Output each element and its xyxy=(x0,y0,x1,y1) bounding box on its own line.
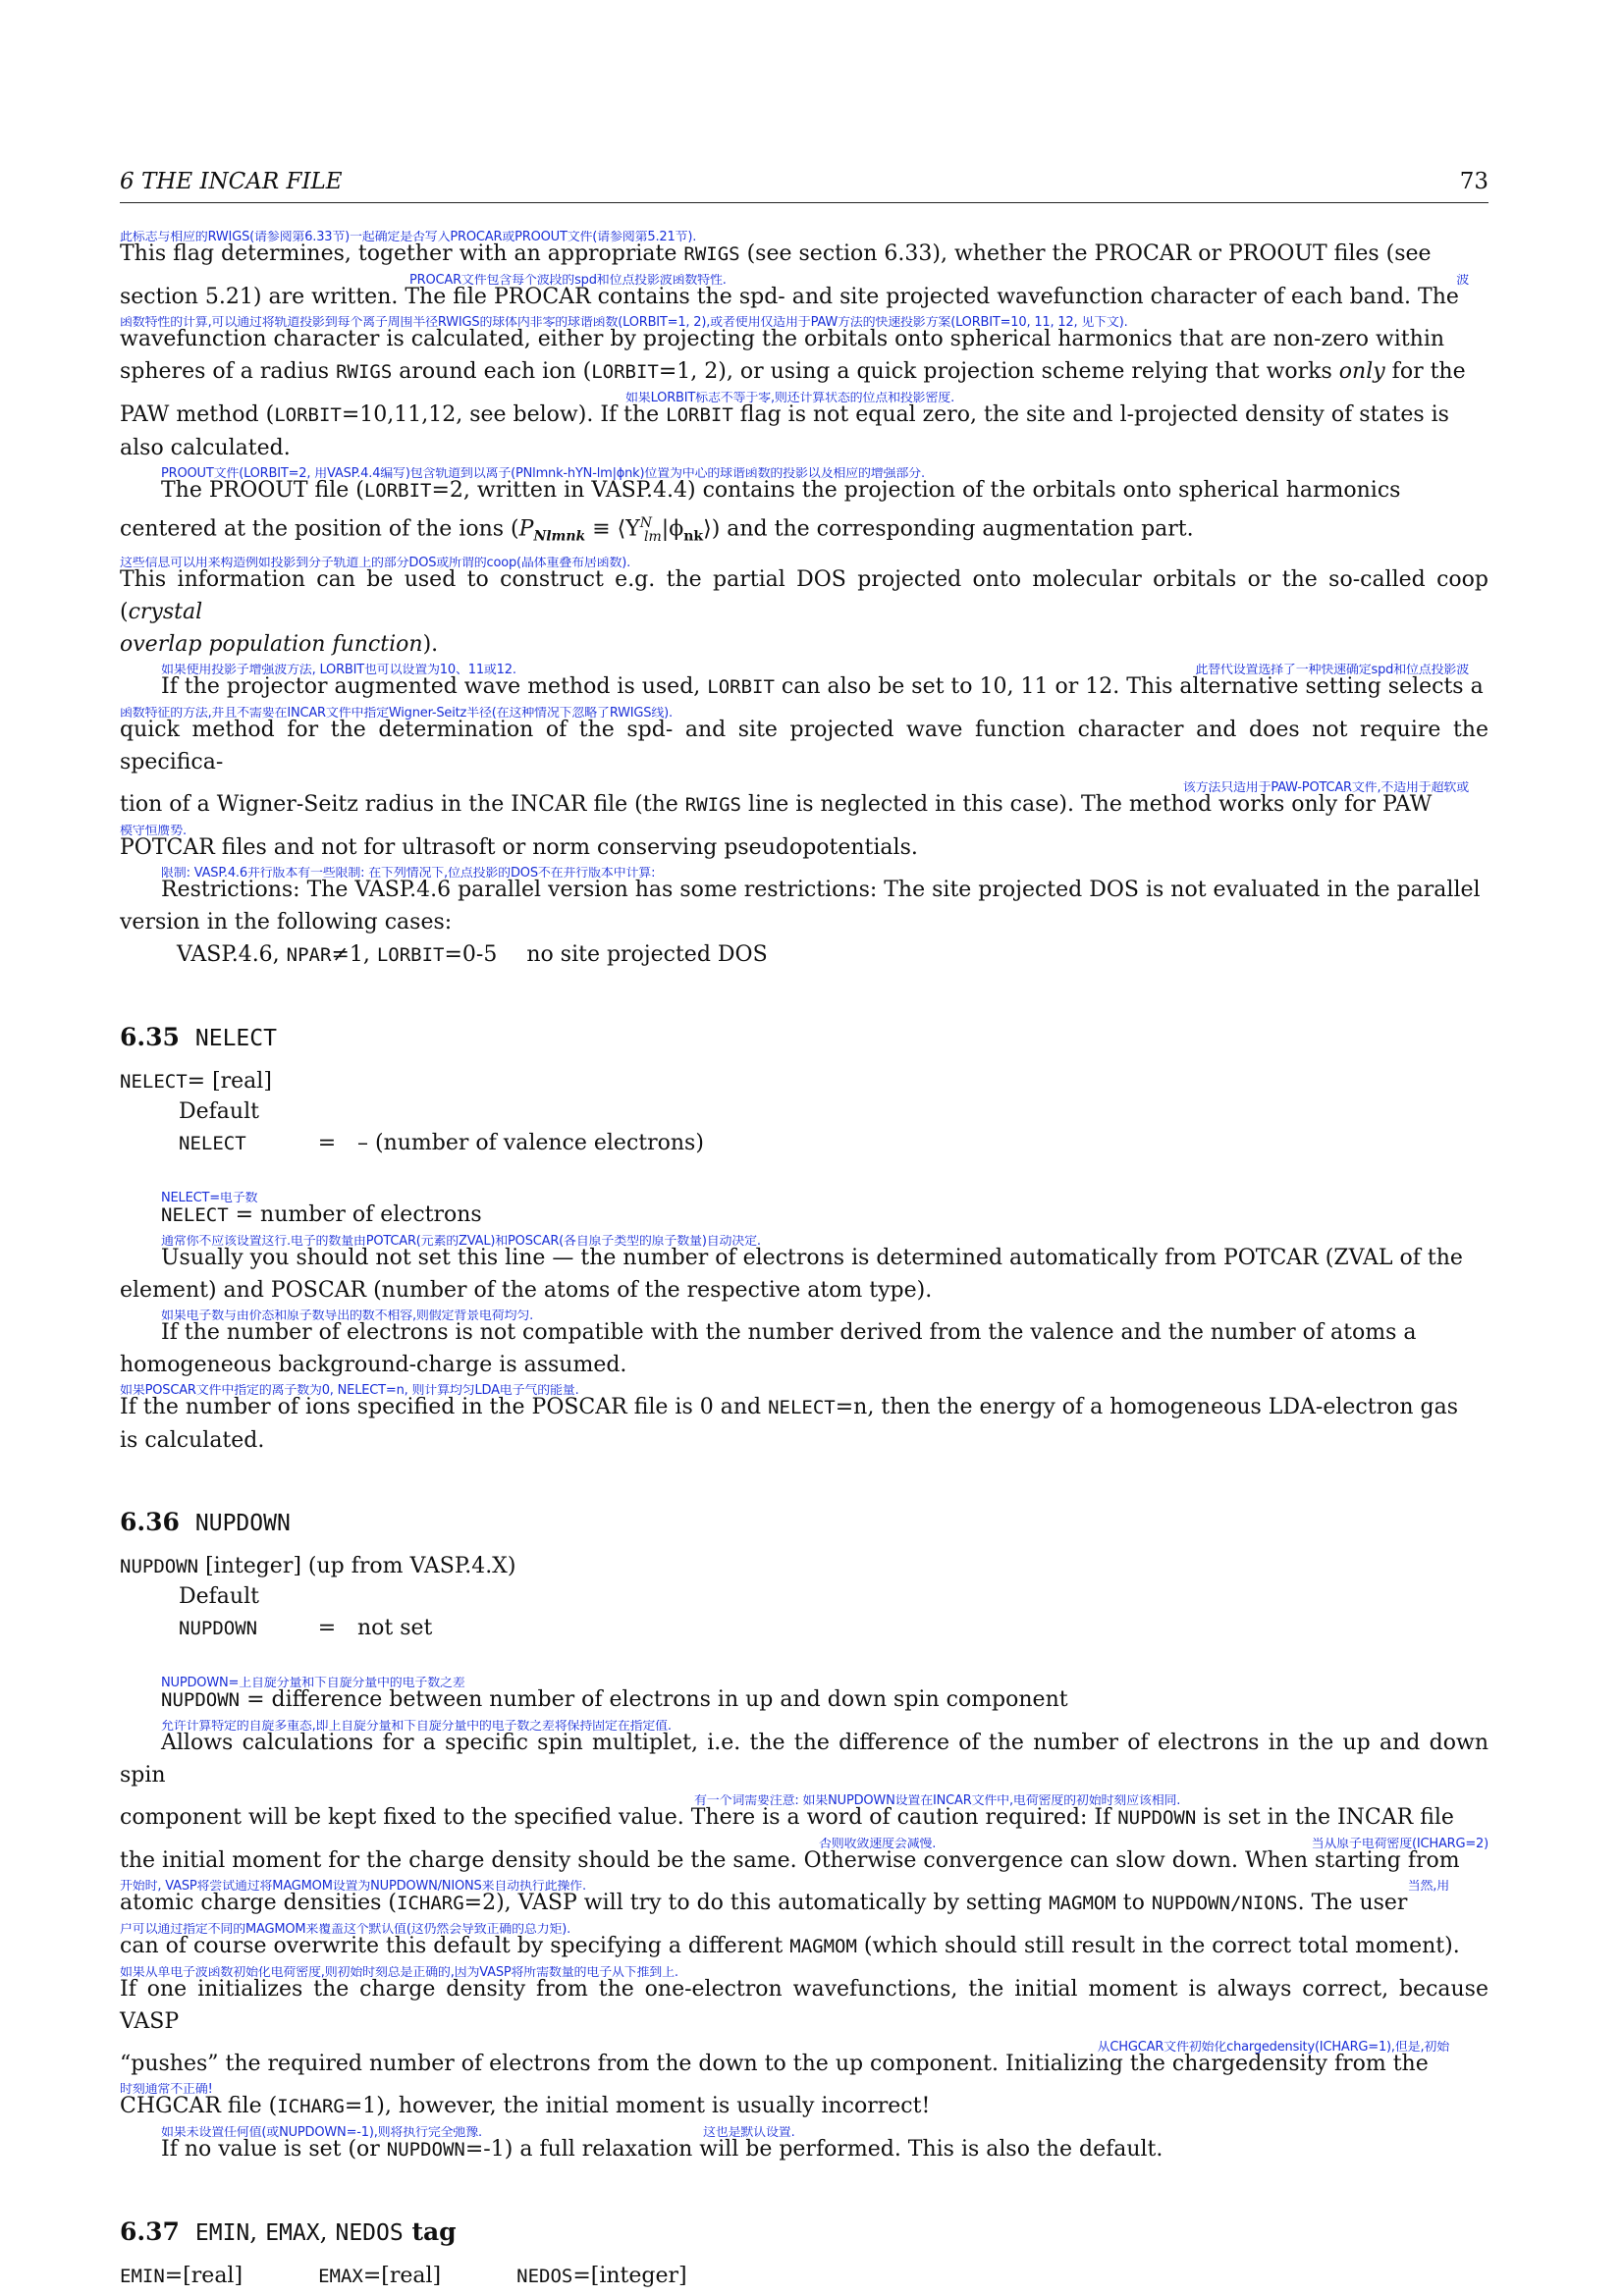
translation-annotation: 函数特征的方法,并且不需要在INCAR文件中指定Wigner-Seitz半径(在这种情况下忽略了RWIGS线). xyxy=(120,706,673,720)
translation-annotation: 如果未设置任何值(或NUPDOWN=-1),则将执行完全弛豫. 这也是默认设置. xyxy=(161,2125,795,2139)
page-header xyxy=(120,167,1488,203)
paragraph-coop: 这些信息可以用来构造例如投影到分子轨道上的部分DOS或所谓的coop(晶体重叠布居函数). This information can be used to construct e.g. the partial DOS projected onto molecular orbitals or the so-called coop (crystal overlap population function). xyxy=(120,556,1488,657)
translation-annotation: 限制: VASP.4.6并行版本有一些限制: 在下列情况下,位点投影的DOS不在并行版本中计算: xyxy=(161,866,656,880)
paragraph-restrictions: 限制: VASP.4.6并行版本有一些限制: 在下列情况下,位点投影的DOS不在并行版本中计算: Restrictions: The VASP.4.6 parallel version has some restrictions: The site projected DOS is not evaluated in the parallel version in the following cases: VASP.4.6, NPAR≠1, LORBIT=0-5 no site projected DOS xyxy=(120,867,1488,972)
translation-annotation: PROCAR文件包含每个波段的spd和位点投影波函数特性. 波 xyxy=(409,274,1469,287)
nupdown-description: NUPDOWN=上自旋分量和下自旋分量中的电子数之差 NUPDOWN = difference between number of electrons in up and down spin component 允许计算特定的自旋多重态,即上自旋分量和下自旋分量中的电子数之差将保持固定在指定值. Allows calculations for a specific spin multiplet, i.e. the the difference of the number of electrons in the up and down spin 有一个词需要注意: 如果NUPDOWN设置在INCAR文件中,电荷密度的初始时刻应该相同. component will be kept fixed to the specified value. There is a word of caution required: If NUPDOWN is set in the INCAR file 否则收敛速度会减慢. 当从原子电荷密度(ICHARG=2) the initial moment for the charge density should be the same. Otherwise convergence can slow down. When starting from 开始时, VASP将尝试通过将MAGMOM设置为NUPDOWN/NIONS来自动执行此操作. 当然,用 atomic charge densities (ICHARG=2), VASP will try to do this automatically by setting MAGMOM to NUPDOWN/NIONS. The user 户可以通过指定不同的MAGMOM来覆盖这个默认值(这仍然会导致正确的总力矩). can of course overwrite this default by specifying a different MAGMOM (which should still result in the correct total moment). 如果从单电子波函数初始化电荷密度,则初始时刻总是正确的,因为VASP将所需数量的电子从下推到上. If one initializes the charge density from the one-electron wavefunctions, the initial moment is always correct, because VASP 从CHGCAR文件初始化chargedensity(ICHARG=1),但是,初始 “pushes” the required number of electrons from the down to the up component. Initializing the chargedensity from the 时刻通常不正确! CHGCAR file (ICHARG=1), however, the initial moment is usually incorrect! 如果未设置任何值(或NUPDOWN=-1),则将执行完全弛豫. 这也是默认设置. If no value is set (or NUPDOWN=-1) a full relaxation will be performed. This is also the default. xyxy=(120,1676,1488,2162)
translation-annotation: 这些信息可以用来构造例如投影到分子轨道上的部分DOS或所谓的coop(晶体重叠布居函数). xyxy=(120,556,631,569)
page-number: 73 xyxy=(1459,169,1488,194)
emin-emax-nedos-syntax: EMIN=[real] EMAX=[real] NEDOS=[integer] xyxy=(120,2263,687,2288)
paragraph-lorbit-intro: 此标志与相应的RWIGS(请参阅第6.33节)一起确定是否写入PROCAR或PROOUT文件(请参阅第5.21节). This flag determines, together with an appropriate RWIGS (see section 6.33), whether the PROCAR or PROOUT files (see PROCAR文件包含每个波段的spd和位点投影波函数特性. 波 section 5.21) are written. The file PROCAR contains the spd- and site projected wavefunction character of each band. The 函数特性的计算,可以通过将轨道投影到每个离子周围半径RWIGS的球体内非零的球谐函数(LORBIT=1, 2),或者使用仅适用于PAW方法的快速投影方案(LORBIT=10, 11, 12, 见下文). wavefunction character is calculated, either by projecting the orbitals onto spherical harmonics that are non-zero within spheres of a radius RWIGS around each ion (LORBIT=1, 2), or using a quick projection scheme relying that works only for the 如果LORBIT标志不等于零,则还计算状态的位点和投影密度. PAW method (LORBIT=10,11,12, see below). If the LORBIT flag is not equal zero, the site and l-projected density of states is also calculated. xyxy=(120,231,1488,464)
nelect-syntax: NELECT= [real] xyxy=(120,1068,272,1094)
translation-annotation: 如果POSCAR文件中指定的离子数为0, NELECT=n, 则计算均匀LDA电子气的能量. xyxy=(120,1383,579,1397)
running-header-section: 6 THE INCAR FILE xyxy=(120,169,343,194)
translation-annotation: NUPDOWN=上自旋分量和下自旋分量中的电子数之差 xyxy=(161,1676,465,1689)
translation-annotation: PROOUT文件(LORBIT=2, 用VASP.4.4编写)包含轨道到以离子(PNlmnk-hYN-lm|ϕnk)位置为中心的球谐函数的投影以及相应的增强部分. xyxy=(161,467,925,480)
translation-annotation: 如果从单电子波函数初始化电荷密度,则初始时刻总是正确的,因为VASP将所需数量的电子从下推到上. xyxy=(120,1965,678,1979)
translation-annotation: 此标志与相应的RWIGS(请参阅第6.33节)一起确定是否写入PROCAR或PROOUT文件(请参阅第5.21节). xyxy=(120,231,697,243)
nupdown-syntax: NUPDOWN [integer] (up from VASP.4.X) xyxy=(120,1553,516,1578)
translation-annotation: 如果电子数与由价态和原子数导出的数不相容,则假定背景电荷均匀. xyxy=(161,1308,534,1322)
translation-annotation: 否则收敛速度会减慢. 当从原子电荷密度(ICHARG=2) xyxy=(819,1837,1488,1850)
translation-annotation: 模守恒赝势. xyxy=(120,824,187,837)
translation-annotation: 允许计算特定的自旋多重态,即上自旋分量和下自旋分量中的电子数之差将保持固定在指定值. xyxy=(161,1719,672,1733)
nelect-default: NELECT = – (number of valence electrons) xyxy=(179,1130,704,1155)
nelect-description: NELECT=电子数 NELECT = number of electrons 通常你不应该设置这行.电子的数量由POTCAR(元素的ZVAL)和POSCAR(各自原子类型的原子数量)自动决定. Usually you should not set this line — the number of electrons is determined automatically from POTCAR (ZVAL of the element) and POSCAR (number of the atoms of the respective atom type). 如果电子数与由价态和原子数导出的数不相容,则假定背景电荷均匀. If the number of electrons is not compatible with the number derived from the valence and the number of atoms a homogeneous background-charge is assumed. 如果POSCAR文件中指定的离子数为0, NELECT=n, 则计算均匀LDA电子气的能量. If the number of ions specified in the POSCAR file is 0 and NELECT=n, then the energy of a homogeneous LDA-electron gas is calculated. xyxy=(120,1192,1488,1457)
section-heading-nelect: 6.35 NELECT xyxy=(120,1022,277,1051)
section-heading-nupdown: 6.36 NUPDOWN xyxy=(120,1507,291,1536)
translation-annotation: 该方法只适用于PAW-POTCAR文件,不适用于超软或 xyxy=(1182,780,1469,794)
translation-annotation: 通常你不应该设置这行.电子的数量由POTCAR(元素的ZVAL)和POSCAR(各自原子类型的原子数量)自动决定. xyxy=(161,1234,761,1248)
default-label: Default xyxy=(179,1098,259,1124)
page-content xyxy=(120,228,1488,2291)
translation-annotation: 有一个词需要注意: 如果NUPDOWN设置在INCAR文件中,电荷密度的初始时刻应该相同. xyxy=(694,1793,1181,1807)
paragraph-paw-projection: 如果使用投影子增强波方法, LORBIT也可以设置为10、11或12. 此替代设置选择了一种快速确定spd和位点投影波 If the projector augmented wave method is used, LORBIT can also be set to 10, 11 or 12. This alternative setting selects a 函数特征的方法,并且不需要在INCAR文件中指定Wigner-Seitz半径(在这种情况下忽略了RWIGS线). quick method for the determination of the spd- and site projected wave function character and does not require the specifica- 该方法只适用于PAW-POTCAR文件,不适用于超软或 tion of a Wigner-Seitz radius in the INCAR file (the RWIGS line is neglected in this case). The method works only for PAW 模守恒赝势. POTCAR files and not for ultrasoft or norm conserving pseudopotentials. xyxy=(120,663,1488,860)
projection-formula: centered at the position of the ions ($P_{Nlmnk}$ ≡ $⟨Y^N_{lm}|\phi_{nk}⟩$) and the corresponding augmentation part. xyxy=(120,515,1194,545)
section-heading-emin-emax-nedos: 6.37 EMIN, EMAX, NEDOS tag xyxy=(120,2216,457,2246)
translation-annotation: NELECT=电子数 xyxy=(161,1191,258,1204)
translation-annotation: 开始时, VASP将尝试通过将MAGMOM设置为NUPDOWN/NIONS来自动执行此操作. 当然,用 xyxy=(120,1879,1449,1893)
translation-annotation: 如果使用投影子增强波方法, LORBIT也可以设置为10、11或12. 此替代设置选择了一种快速确定spd和位点投影波 xyxy=(161,663,1469,676)
translation-annotation: 时刻通常不正确! xyxy=(120,2082,213,2096)
paragraph-proout: PROOUT文件(LORBIT=2, 用VASP.4.4编写)包含轨道到以离子(PNlmnk-hYN-lm|ϕnk)位置为中心的球谐函数的投影以及相应的增强部分. The PROOUT file (LORBIT=2, written in VASP.4.4) contains the projection of the orbitals onto spherical harmonics centered at the position of the ions ($P_{Nlmnk}$ ≡ $⟨Y^N_{lm}|\phi_{nk}⟩$) and the corresponding augmentation part. xyxy=(120,467,1488,554)
default-label: Default xyxy=(179,1583,259,1609)
translation-annotation: 函数特性的计算,可以通过将轨道投影到每个离子周围半径RWIGS的球体内非零的球谐函数(LORBIT=1, 2),或者使用仅适用于PAW方法的快速投影方案(LORBIT=10, 11, 12, 见下文). xyxy=(120,316,1128,329)
translation-annotation: 如果LORBIT标志不等于零,则还计算状态的位点和投影密度. xyxy=(625,392,955,404)
restriction-case: VASP.4.6, NPAR≠1, LORBIT=0-5 no site projected DOS xyxy=(177,941,768,967)
nupdown-default: NUPDOWN = not set xyxy=(179,1615,433,1640)
translation-annotation: 从CHGCAR文件初始化chargedensity(ICHARG=1),但是,初始 xyxy=(1097,2040,1449,2054)
translation-annotation: 户可以通过指定不同的MAGMOM来覆盖这个默认值(这仍然会导致正确的总力矩). xyxy=(120,1922,571,1936)
